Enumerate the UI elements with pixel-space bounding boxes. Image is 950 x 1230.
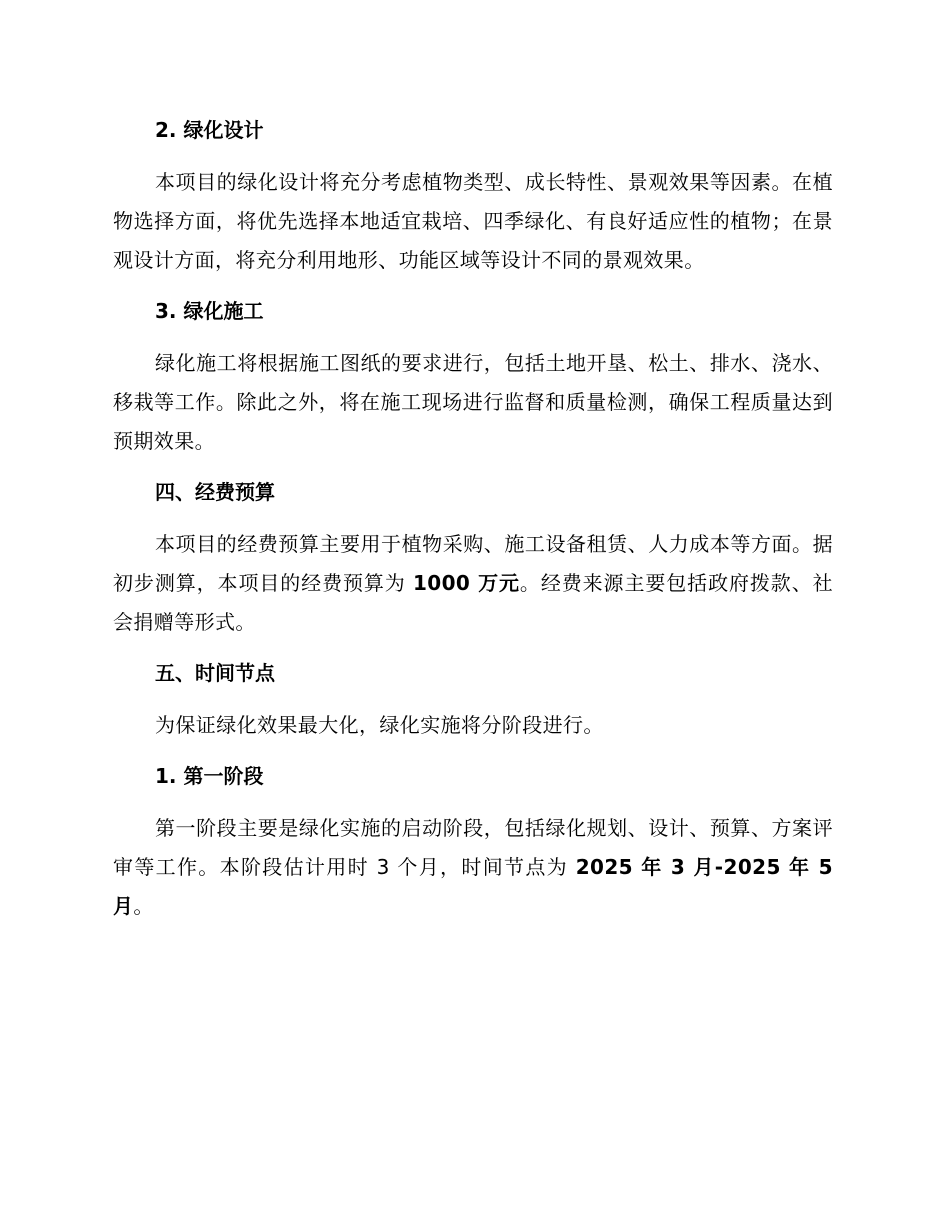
phase1-period: 2025 年 3 月-2025 年 5 月 (113, 855, 833, 918)
budget-amount: 1000 万元 (412, 571, 520, 595)
paragraph-budget (113, 525, 833, 642)
section-heading-timeline: 五、时间节点 (155, 661, 275, 685)
section-heading-budget: 四、经费预算 (155, 480, 275, 504)
paragraph-timeline: 为保证绿化效果最大化，绿化实施将分阶段进行。 (155, 713, 604, 737)
budget-text-part-b: 。经费来源主要包括政府拨款、社会捐赠等形式。 (113, 571, 833, 634)
paragraph-green-construction: 绿化施工将根据施工图纸的要求进行，包括土地开垦、松土、排水、浇水、移栽等工作。除此之外，将在施工现场进行监督和质量检测，确保工程质量达到预期效果。 (113, 351, 833, 453)
phase1-text-part-a: 第一阶段主要是绿化实施的启动阶段，包括绿化规划、设计、预算、方案评审等工作。本阶段估计用时 3 个月，时间节点为 (113, 816, 833, 879)
document-body (113, 113, 833, 940)
section-heading-green-construction: 3. 绿化施工 (155, 299, 264, 323)
paragraph-phase-1 (113, 809, 833, 926)
paragraph-green-design: 本项目的绿化设计将充分考虑植物类型、成长特性、景观效果等因素。在植物选择方面，将优先选择本地适宜栽培、四季绿化、有良好适应性的植物；在景观设计方面，将充分利用地形、功能区域等设计不同的景观效果。 (113, 170, 833, 272)
budget-text-part-a: 本项目的经费预算主要用于植物采购、施工设备租赁、人力成本等方面。据初步测算，本项目的经费预算为 (113, 532, 833, 595)
phase1-text-part-b: 。 (133, 894, 154, 918)
section-heading-green-design: 2. 绿化设计 (155, 118, 264, 142)
section-heading-phase-1: 1. 第一阶段 (155, 764, 264, 788)
